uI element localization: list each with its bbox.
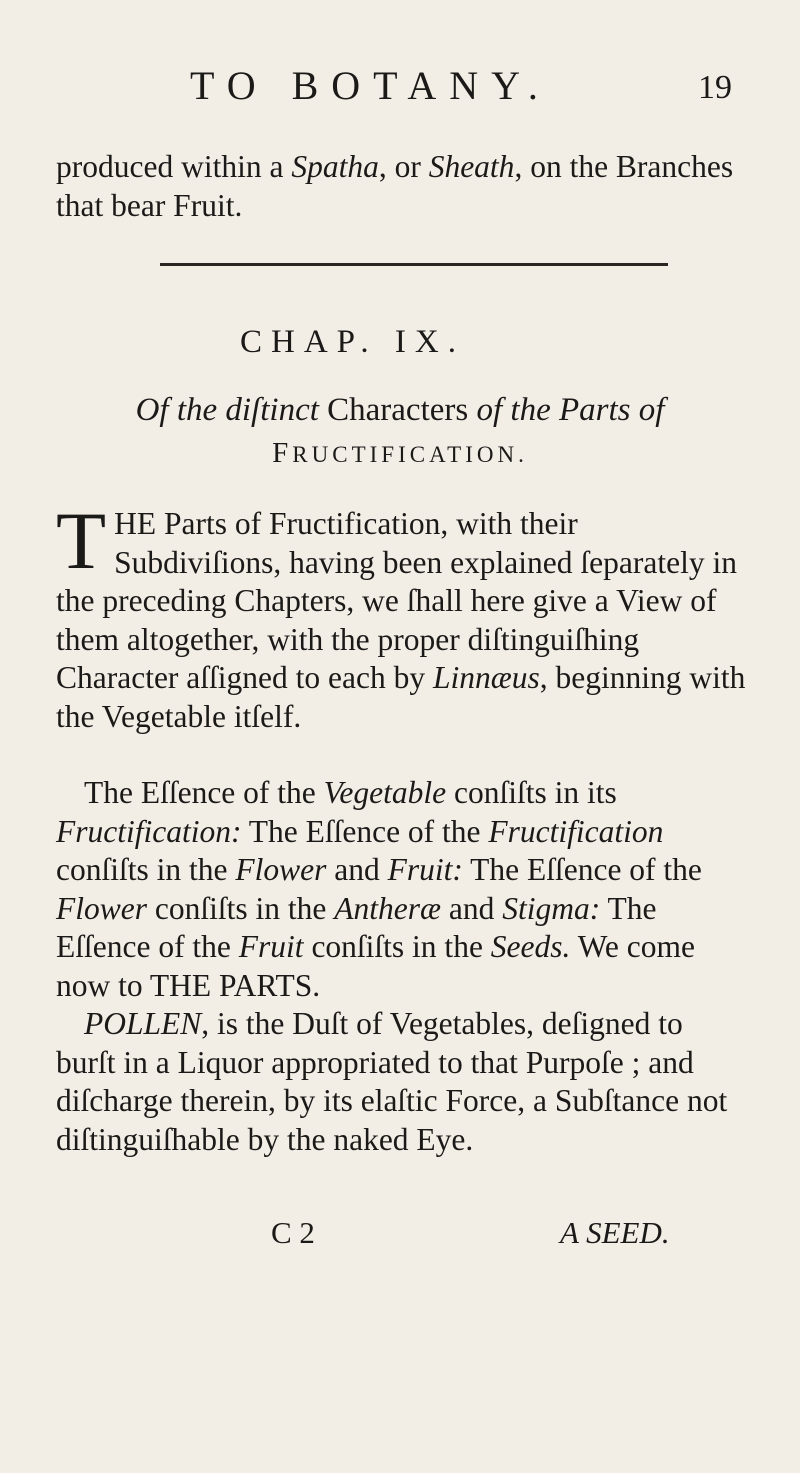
text-run: , beginning with the Vegetable itſelf. xyxy=(56,660,746,734)
text-run: The Eſſence of the xyxy=(84,775,324,810)
section-rule xyxy=(160,263,668,266)
italic-run: Fructification xyxy=(488,813,664,849)
italic-run: Vegetable xyxy=(323,775,447,810)
italic-run: Fruit: xyxy=(387,852,463,888)
italic-run: Stigma: xyxy=(502,890,601,926)
italic-run: Linnæus xyxy=(432,660,540,696)
text-run: HE Parts of Fructification, with their Subdiviſions, having been explained ſeparately in the preceding Chapters, we ſhall here give a View of them altogether, with the proper diſtinguiſhing Character aſſigned to each by xyxy=(56,506,737,696)
italic-run: POLLEN xyxy=(84,1006,202,1041)
italic-run: Of the diſtinct xyxy=(135,392,319,428)
text-run: The Eſſence of the xyxy=(462,852,702,888)
italic-run: Fructification: xyxy=(56,813,242,849)
paragraph-3 xyxy=(56,1005,746,1159)
italic-run: of the Parts of xyxy=(476,392,665,428)
continuation-paragraph xyxy=(56,148,746,225)
text-run: , is the Duſt of Vegetables, deſigned to burſt in a Liquor appropriated to that Purpoſe ; and diſcharge therein, by its elaſtic Force, a Subſtance not diſtinguiſhable by the naked Eye. xyxy=(56,1006,728,1157)
text-run: , or xyxy=(378,149,429,184)
italic-run: Flower xyxy=(235,852,327,888)
page-number: 19 xyxy=(698,69,732,106)
text-run: , on the Branches that bear Fruit. xyxy=(56,149,734,223)
italic-run: Flower xyxy=(56,890,147,926)
signature-mark: C 2 xyxy=(271,1215,315,1250)
running-head: TO BOTANY. xyxy=(190,63,551,108)
text-run: and xyxy=(326,852,388,888)
text-run: RUCTIFICATION. xyxy=(292,442,528,467)
italic-run: Fruit xyxy=(238,929,304,965)
paragraph-1 xyxy=(56,495,746,737)
chapter-title: CHAP. IX. xyxy=(240,324,465,360)
text-run: conſiſts in the xyxy=(147,890,335,926)
text-run: conſiſts in the xyxy=(303,929,491,965)
text-run: The Eſſence of the xyxy=(56,890,657,965)
text-run: We come now to THE PARTS. xyxy=(56,929,695,1003)
paragraph-2 xyxy=(56,774,746,1006)
chapter-subtitle-line2 xyxy=(0,437,800,471)
drop-cap: T xyxy=(56,495,107,586)
text-run: conſiſts in the xyxy=(56,852,236,888)
italic-run: Spatha xyxy=(291,149,379,184)
text-run: produced within a xyxy=(56,149,292,184)
text-run: The Eſſence of the xyxy=(241,813,489,849)
text-run: and xyxy=(440,890,503,926)
italic-run: Antheræ xyxy=(334,890,441,926)
italic-run: Seeds. xyxy=(490,929,571,965)
text-run: Characters xyxy=(318,392,477,428)
italic-run: Sheath xyxy=(428,149,515,184)
text-run: conſiſts in its xyxy=(446,775,617,810)
text-run: F xyxy=(272,437,293,469)
chapter-subtitle xyxy=(0,389,800,431)
italic-run: A SEED. xyxy=(560,1215,670,1250)
catchword xyxy=(560,1214,670,1252)
